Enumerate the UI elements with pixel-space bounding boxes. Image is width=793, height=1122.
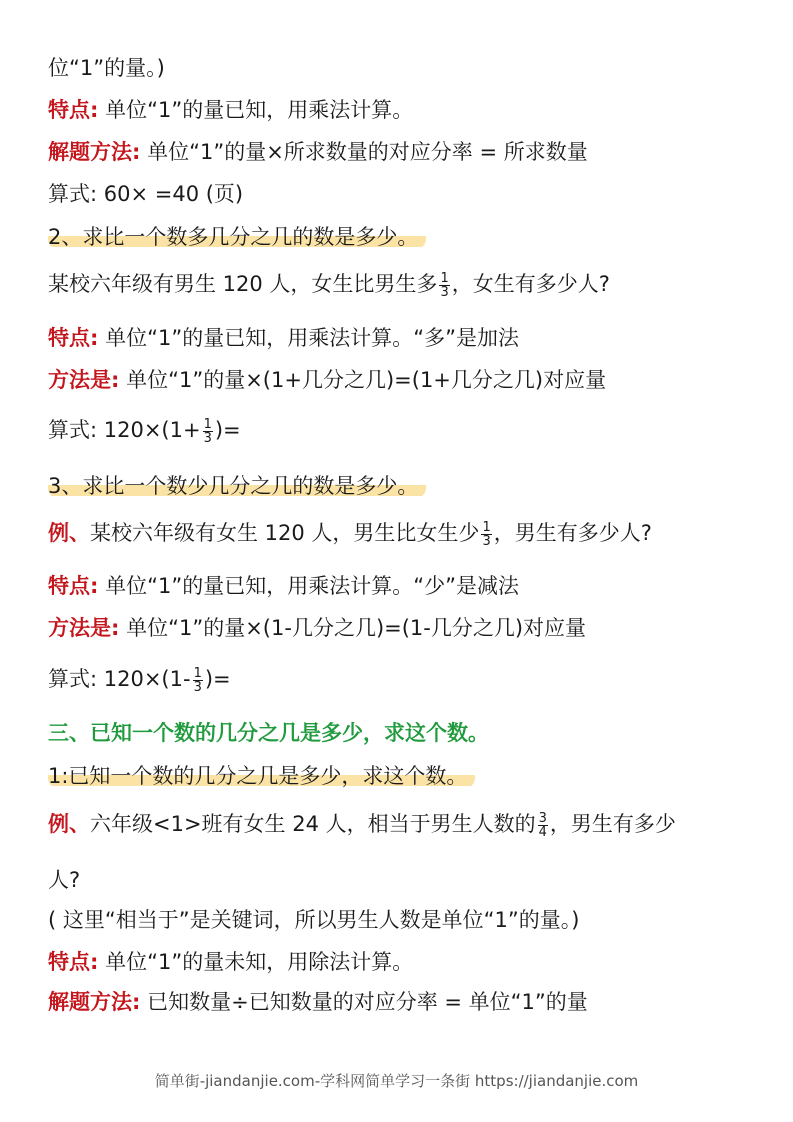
question-text: 人? — [48, 868, 81, 892]
formula-line — [48, 416, 241, 445]
fraction — [193, 667, 203, 694]
text-line — [48, 54, 165, 82]
feature-label: 特点: — [48, 574, 99, 598]
fraction-numerator: 1 — [482, 519, 491, 535]
method-label: 方法是: — [48, 368, 120, 392]
method-text: 单位“1”的量×(1-几分之几)=(1-几分之几)对应量 — [126, 616, 587, 640]
method-label: 解题方法: — [48, 140, 141, 164]
question-text: ，男生有多少人? — [493, 521, 652, 545]
example-label: 例、 — [48, 521, 90, 545]
example-label: 例、 — [48, 812, 90, 836]
fraction — [538, 812, 548, 839]
note-line — [48, 906, 579, 934]
heading-4-text: 1:已知一个数的几分之几是多少，求这个数。 — [48, 764, 475, 788]
method-line — [48, 988, 588, 1016]
formula-text: )= — [214, 418, 241, 442]
feature-text: 单位“1”的量已知，用乘法计算。“多”是加法 — [105, 326, 519, 350]
feature-label: 特点: — [48, 950, 99, 974]
feature-text: 单位“1”的量已知，用乘法计算。“少”是减法 — [105, 574, 519, 598]
heading-4 — [48, 762, 475, 790]
fraction-denominator: 3 — [440, 284, 449, 300]
fraction-denominator: 3 — [203, 430, 212, 446]
question-4-cont — [48, 866, 80, 894]
heading-2 — [48, 223, 426, 251]
question-text: ，男生有多少 — [549, 812, 676, 836]
formula-text: 算式: 60× =40 (页) — [48, 182, 244, 206]
feature-line — [48, 948, 413, 976]
formula-line — [48, 665, 231, 694]
question-text: ，女生有多少人? — [451, 272, 610, 296]
formula-line — [48, 180, 243, 208]
fraction — [203, 418, 213, 445]
heading-3-text: 3、求比一个数少几分之几的数是多少。 — [48, 474, 426, 498]
fraction-numerator: 1 — [440, 270, 449, 286]
method-label: 方法是: — [48, 616, 120, 640]
heading-3 — [48, 472, 426, 500]
line-text: 位“1”的量。) — [48, 56, 165, 80]
method-line — [48, 138, 588, 166]
question-text: 六年级<1>班有女生 24 人，相当于男生人数的 — [90, 812, 536, 836]
question-2 — [48, 270, 610, 299]
section-heading-text: 三、已知一个数的几分之几是多少，求这个数。 — [48, 721, 489, 745]
formula-text: 算式: 120×(1+ — [48, 418, 201, 442]
heading-2-text: 2、求比一个数多几分之几的数是多少。 — [48, 225, 426, 249]
feature-label: 特点: — [48, 326, 99, 350]
fraction-denominator: 3 — [482, 533, 491, 549]
question-text: 某校六年级有男生 120 人，女生比男生多 — [48, 272, 438, 296]
feature-line — [48, 324, 519, 352]
section-heading — [48, 719, 489, 747]
formula-text: 算式: 120×(1- — [48, 667, 191, 691]
feature-text: 单位“1”的量未知，用除法计算。 — [105, 950, 414, 974]
fraction-numerator: 1 — [203, 416, 212, 432]
method-text: 单位“1”的量×(1+几分之几)=(1+几分之几)对应量 — [126, 368, 607, 392]
feature-line — [48, 572, 519, 600]
fraction — [481, 521, 491, 548]
question-3 — [48, 519, 652, 548]
question-text: 某校六年级有女生 120 人，男生比女生少 — [90, 521, 480, 545]
page-footer: 简单街-jiandanjie.com-学科网简单学习一条街 https://jiandanjie.com — [154, 1072, 639, 1090]
question-4 — [48, 810, 676, 839]
fraction-numerator: 1 — [193, 665, 202, 681]
method-text: 已知数量÷已知数量的对应分率 = 单位“1”的量 — [147, 990, 588, 1014]
feature-label: 特点: — [48, 98, 99, 122]
fraction — [439, 272, 449, 299]
method-text: 单位“1”的量×所求数量的对应分率 = 所求数量 — [147, 140, 588, 164]
fraction-numerator: 3 — [538, 810, 547, 826]
fraction-denominator: 3 — [193, 679, 202, 695]
note-text: ( 这里“相当于”是关键词，所以男生人数是单位“1”的量。) — [48, 908, 580, 932]
method-line — [48, 366, 606, 394]
feature-text: 单位“1”的量已知，用乘法计算。 — [105, 98, 414, 122]
method-line — [48, 614, 586, 642]
fraction-denominator: 4 — [538, 824, 547, 840]
feature-line — [48, 96, 413, 124]
method-label: 解题方法: — [48, 990, 141, 1014]
formula-text: )= — [204, 667, 231, 691]
